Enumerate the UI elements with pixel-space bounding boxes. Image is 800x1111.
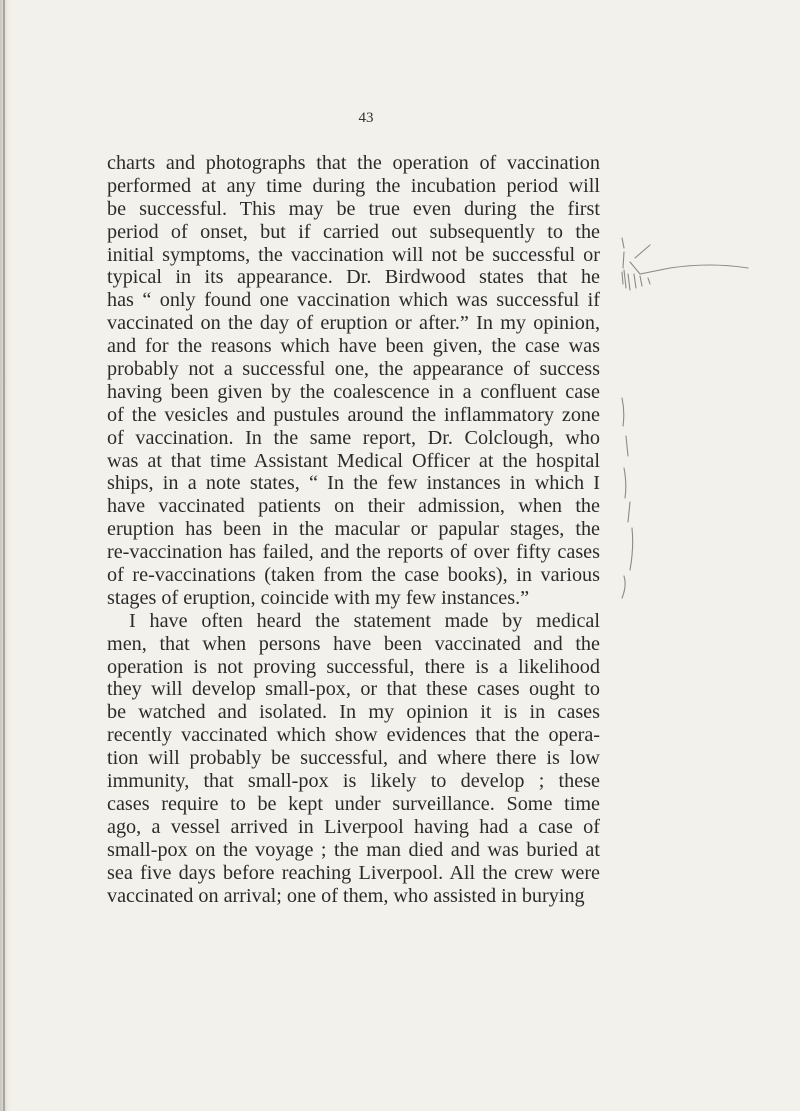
text-line: stages of eruption, coincide with my few instances.” bbox=[107, 586, 530, 609]
text-line: ago, a vessel arrived in Liverpool having had a case of bbox=[107, 815, 600, 838]
paragraph-1 bbox=[107, 152, 600, 610]
body-text bbox=[107, 152, 600, 907]
text-line: be watched and isolated. In my opinion it is in cases bbox=[107, 701, 600, 724]
text-line: of vaccination. In the same report, Dr. Colclough, who bbox=[107, 426, 600, 449]
text-line: tion will probably be successful, and where there is low bbox=[107, 747, 600, 770]
pencil-arrow-mark bbox=[630, 245, 748, 274]
text-line: having been given by the coalescence in a confluent case bbox=[107, 380, 600, 403]
text-line: has “ only found one vaccination which was successful if bbox=[107, 289, 600, 312]
paragraph-2 bbox=[107, 610, 600, 908]
text-line: and for the reasons which have been given, the case was bbox=[107, 335, 600, 358]
text-line: have vaccinated patients on their admission, when the bbox=[107, 495, 600, 518]
binding-line bbox=[3, 0, 5, 1111]
text-line: they will develop small-pox, or that these cases ought to bbox=[107, 678, 600, 701]
text-line: of the vesicles and pustules around the inflammatory zone bbox=[107, 403, 600, 426]
text-line: typical in its appearance. Dr. Birdwood states that he bbox=[107, 266, 600, 289]
text-line: immunity, that small-pox is likely to develop ; these bbox=[107, 770, 600, 793]
text-line: performed at any time during the incubation period will bbox=[107, 174, 600, 197]
pencil-margin-line bbox=[622, 398, 633, 598]
text-line: recently vaccinated which show evidences that the opera- bbox=[107, 724, 600, 747]
text-line: small-pox on the voyage ; the man died and was buried at bbox=[107, 838, 600, 861]
text-line: re-vaccination has failed, and the reports of over fifty cases bbox=[107, 541, 600, 564]
text-line: charts and photographs that the operation of vaccination bbox=[107, 152, 600, 174]
text-line: eruption has been in the macular or papular stages, the bbox=[107, 518, 600, 541]
pencil-bracket-mark bbox=[622, 238, 624, 284]
text-line: initial symptoms, the vaccination will not be successful or bbox=[107, 243, 600, 266]
text-line: of re-vaccinations (taken from the case books), in various bbox=[107, 564, 600, 587]
text-line: vaccinated on the day of eruption or after.” In my opinion, bbox=[107, 312, 600, 335]
text-line: was at that time Assistant Medical Officer at the hospital bbox=[107, 449, 600, 472]
text-line: be successful. This may be true even during the first bbox=[107, 197, 600, 220]
text-line: cases require to be kept under surveillance. Some time bbox=[107, 792, 600, 815]
text-line: ships, in a note states, “ In the few instances in which I bbox=[107, 472, 600, 495]
text-line: I have often heard the statement made by medical bbox=[129, 609, 600, 632]
margin-pencil-marks bbox=[600, 150, 800, 630]
text-line: sea five days before reaching Liverpool. All the crew were bbox=[107, 861, 600, 884]
text-line: men, that when persons have been vaccinated and the bbox=[107, 632, 600, 655]
text-line: period of onset, but if carried out subsequently to the bbox=[107, 220, 600, 243]
text-line: vaccinated on arrival; one of them, who assisted in burying bbox=[107, 884, 585, 907]
page-number: 43 bbox=[358, 110, 374, 126]
text-line: operation is not proving successful, there is a likelihood bbox=[107, 655, 600, 678]
text-line: probably not a successful one, the appearance of success bbox=[107, 358, 600, 381]
page-binding-edge bbox=[0, 0, 12, 1111]
